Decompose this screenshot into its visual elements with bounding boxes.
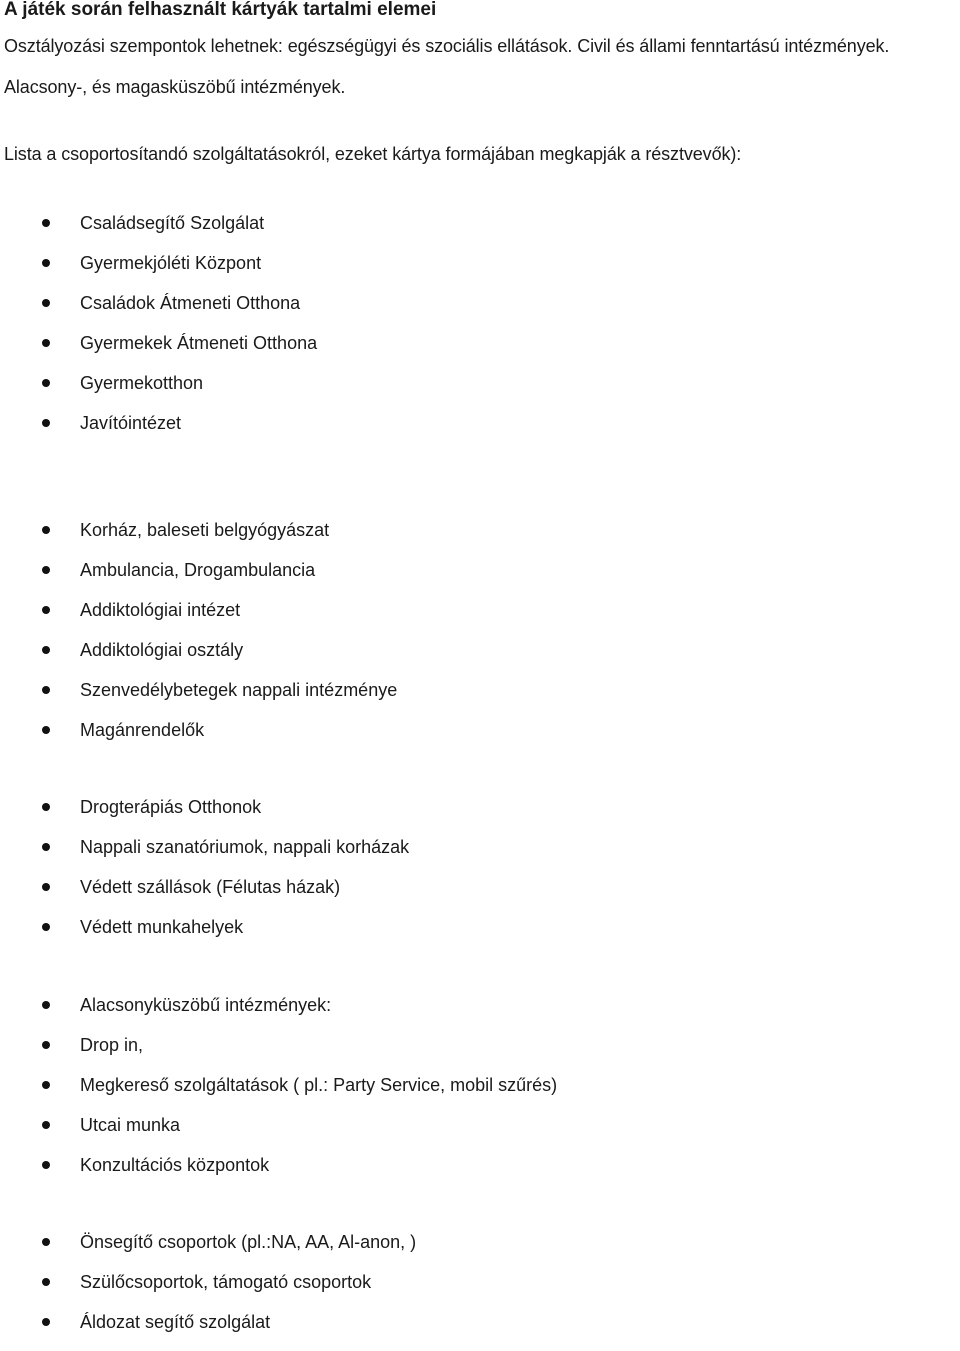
list-item-label: Áldozat segítő szolgálat	[80, 1312, 271, 1332]
list-item-label: Nappali szanatóriumok, nappali korházak	[80, 837, 410, 857]
bullet-icon	[42, 606, 50, 614]
bullet-icon	[42, 1081, 50, 1089]
list-item-label: Családsegítő Szolgálat	[80, 213, 265, 233]
bullet-icon	[42, 726, 50, 734]
bullet-icon	[42, 646, 50, 654]
bullet-icon	[42, 686, 50, 694]
list-item-label: Javítóintézet	[80, 413, 182, 433]
bullet-icon	[42, 1278, 50, 1286]
service-list-intro: Lista a csoportosítandó szolgáltatásokról, ezeket kártya formájában megkapják a résztvevők):	[4, 144, 742, 164]
bullet-icon	[42, 803, 50, 811]
bullet-icon	[42, 1001, 50, 1009]
bullet-icon	[42, 1041, 50, 1049]
list-item-label: Magánrendelők	[80, 720, 205, 740]
bullet-icon	[42, 299, 50, 307]
bullet-icon	[42, 883, 50, 891]
bullet-icon	[42, 1121, 50, 1129]
bullet-icon	[42, 843, 50, 851]
list-item-label: Ambulancia, Drogambulancia	[80, 560, 316, 580]
list-item-label: Drogterápiás Otthonok	[80, 797, 262, 817]
list-item-label: Drop in,	[80, 1035, 144, 1055]
list-item-label: Szülőcsoportok, támogató csoportok	[80, 1272, 372, 1292]
document-title: A játék során felhasznált kártyák tartalmi elemei	[4, 0, 437, 20]
threshold-criteria-line: Alacsony-, és magasküszöbű intézmények.	[4, 77, 346, 97]
bullet-icon	[42, 339, 50, 347]
list-item-label: Konzultációs központok	[80, 1155, 270, 1175]
list-item-label: Szenvedélybetegek nappali intézménye	[80, 680, 398, 700]
bullet-icon	[42, 259, 50, 267]
bullet-icon	[42, 219, 50, 227]
bullet-icon	[42, 1161, 50, 1169]
bullet-icon	[42, 526, 50, 534]
list-item-label: Korház, baleseti belgyógyászat	[80, 520, 330, 540]
list-item-label: Gyermekotthon	[80, 373, 204, 393]
list-item-label: Utcai munka	[80, 1115, 181, 1135]
list-item-label: Gyermekjóléti Központ	[80, 253, 262, 273]
list-item-label: Addiktológiai osztály	[80, 640, 244, 660]
bullet-icon	[42, 419, 50, 427]
list-item-label: Gyermekek Átmeneti Otthona	[80, 333, 318, 353]
classification-criteria-line: Osztályozási szempontok lehetnek: egészségügyi és szociális ellátások. Civil és állami fenntartású intézmények.	[4, 36, 890, 56]
bullet-icon	[42, 566, 50, 574]
bullet-icon	[42, 1238, 50, 1246]
list-item-label: Addiktológiai intézet	[80, 600, 241, 620]
list-item-label: Megkereső szolgáltatások ( pl.: Party Service, mobil szűrés)	[80, 1075, 558, 1095]
list-item-label: Önsegítő csoportok (pl.:NA, AA, Al-anon, )	[80, 1232, 417, 1252]
list-item-label: Családok Átmeneti Otthona	[80, 293, 301, 313]
bullet-icon	[42, 1318, 50, 1326]
list-item-label: Védett szállások (Félutas házak)	[80, 877, 341, 897]
list-item-label: Alacsonyküszöbű intézmények:	[80, 995, 332, 1015]
bullet-icon	[42, 923, 50, 931]
list-item-label: Védett munkahelyek	[80, 917, 244, 937]
bullet-icon	[42, 379, 50, 387]
